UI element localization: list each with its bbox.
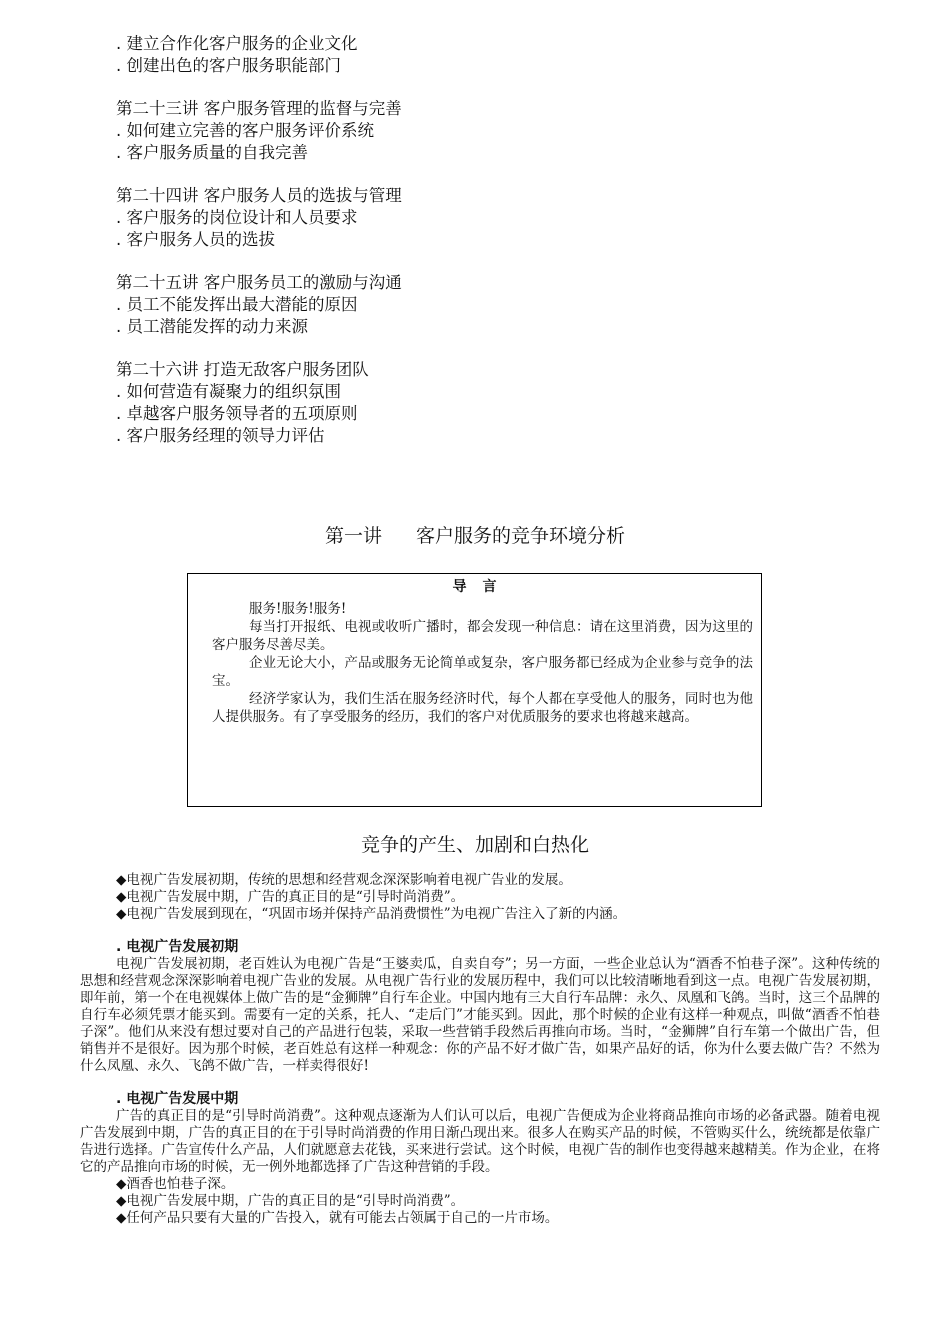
toc-item: . 建立合作化客户服务的企业文化 [116,34,358,53]
bullet-item: ◆电视广告发展初期，传统的思想和经营观念深深影响着电视广告业的发展。 [116,872,572,888]
toc-lecture-heading: 第二十六讲 打造无敌客户服务团队 [116,360,369,379]
toc-lecture-heading: 第二十三讲 客户服务管理的监督与完善 [116,99,402,118]
intro-paragraph: 服务!服务!服务! [249,601,347,617]
toc-item: . 员工不能发挥出最大潜能的原因 [116,295,358,314]
toc-item: . 如何营造有凝聚力的组织氛围 [116,382,341,401]
toc-item: . 客户服务的岗位设计和人员要求 [116,208,358,227]
lecture-title [0,521,950,548]
bullet-item: ◆酒香也怕巷子深。 [116,1176,235,1192]
toc-item: . 客户服务质量的自我完善 [116,143,308,162]
bullet-item: ◆电视广告发展到现在，“巩固市场并保持产品消费惯性”为电视广告注入了新的内涵。 [116,906,627,922]
section-body [80,872,880,1227]
intro-paragraph: 企业无论大小，产品或服务无论简单或复杂，客户服务都已经成为企业参与竞争的法宝。 [212,655,753,689]
toc-group [116,359,716,447]
subsection-heading: . 电视广告发展中期 [116,1091,239,1107]
toc-item: . 员工潜能发挥的动力来源 [116,317,308,336]
bullet-item: ◆任何产品只要有大量的广告投入，就有可能去占领属于自己的一片市场。 [116,1210,559,1226]
toc-group [116,98,716,164]
intro-box [187,573,762,807]
toc-item: . 创建出色的客户服务职能部门 [116,56,341,75]
subsection-heading: . 电视广告发展初期 [116,939,239,955]
toc-lecture-heading: 第二十四讲 客户服务人员的选拔与管理 [116,186,402,205]
bullet-item: ◆电视广告发展中期，广告的真正目的是“引导时尚消费”。 [116,1193,465,1209]
intro-paragraph: 经济学家认为，我们生活在服务经济时代，每个人都在享受他人的服务，同时也为他人提供服务。有了享受服务的经历，我们的客户对优质服务的要求也将越来越高。 [212,691,753,725]
intro-title: 导言 [452,579,513,595]
intro-paragraph: 每当打开报纸、电视或收听广播时，都会发现一种信息：请在这里消费，因为这里的客户服务尽善尽美。 [212,619,753,653]
lecture-name: 客户服务的竞争环境分析 [416,525,626,547]
table-of-contents [116,33,716,468]
toc-group [116,33,716,77]
body-paragraph: 广告的真正目的是“引导时尚消费”。这种观点逐渐为人们认可以后，电视广告便成为企业将商品推向市场的必备武器。随着电视广告发展到中期，广告的真正目的在于引导时尚消费的作用日渐凸现出来。很多人在购买产品的时候，不管购买什么，统统都是依靠广告进行选择。广告宣传什么产品，人们就愿意去花钱，买来进行尝试。这个时候，电视广告的制作也变得越来越精美。作为企业，在将它的产品推向市场的时候，无一例外地都选择了广告这种营销的手段。 [80,1108,880,1175]
toc-item: . 客户服务经理的领导力评估 [116,426,325,445]
toc-item: . 卓越客户服务领导者的五项原则 [116,404,358,423]
lecture-number: 第一讲 [324,525,382,547]
toc-group [116,272,716,338]
toc-lecture-heading: 第二十五讲 客户服务员工的激励与沟通 [116,273,402,292]
toc-item: . 客户服务人员的选拔 [116,230,275,249]
section-title: 竞争的产生、加剧和白热化 [360,834,589,856]
bullet-item: ◆电视广告发展中期，广告的真正目的是“引导时尚消费”。 [116,889,465,905]
body-paragraph: 电视广告发展初期，老百姓认为电视广告是“王婆卖瓜，自卖自夸”；另一方面，一些企业总认为“酒香不怕巷子深”。这种传统的思想和经营观念深深影响着电视广告业的发展。从电视广告行业的发展历程中，我们可以比较清晰地看到这一点。电视广告发展初期，即年前，第一个在电视媒体上做广告的是“金狮牌”自行车企业。中国内地有三大自行车品牌：永久、凤凰和飞鸽。当时，这三个品牌的自行车必须凭票才能买到。需要有一定的关系，托人、“走后门”才能买到。因此，那个时候的企业有这样一种观点，叫做“酒香不怕巷子深”。他们从来没有想过要对自己的产品进行包装，采取一些营销手段然后再推向市场。当时，“金狮牌”自行车第一个做出广告，但销售并不是很好。因为那个时候，老百姓总有这样一种观念：你的产品不好才做广告，如果产品好的话，你为什么要去做广告？不然为什么凤凰、永久、飞鸽不做广告，一样卖得很好! [80,956,880,1074]
toc-group [116,185,716,251]
toc-item: . 如何建立完善的客户服务评价系统 [116,121,374,140]
